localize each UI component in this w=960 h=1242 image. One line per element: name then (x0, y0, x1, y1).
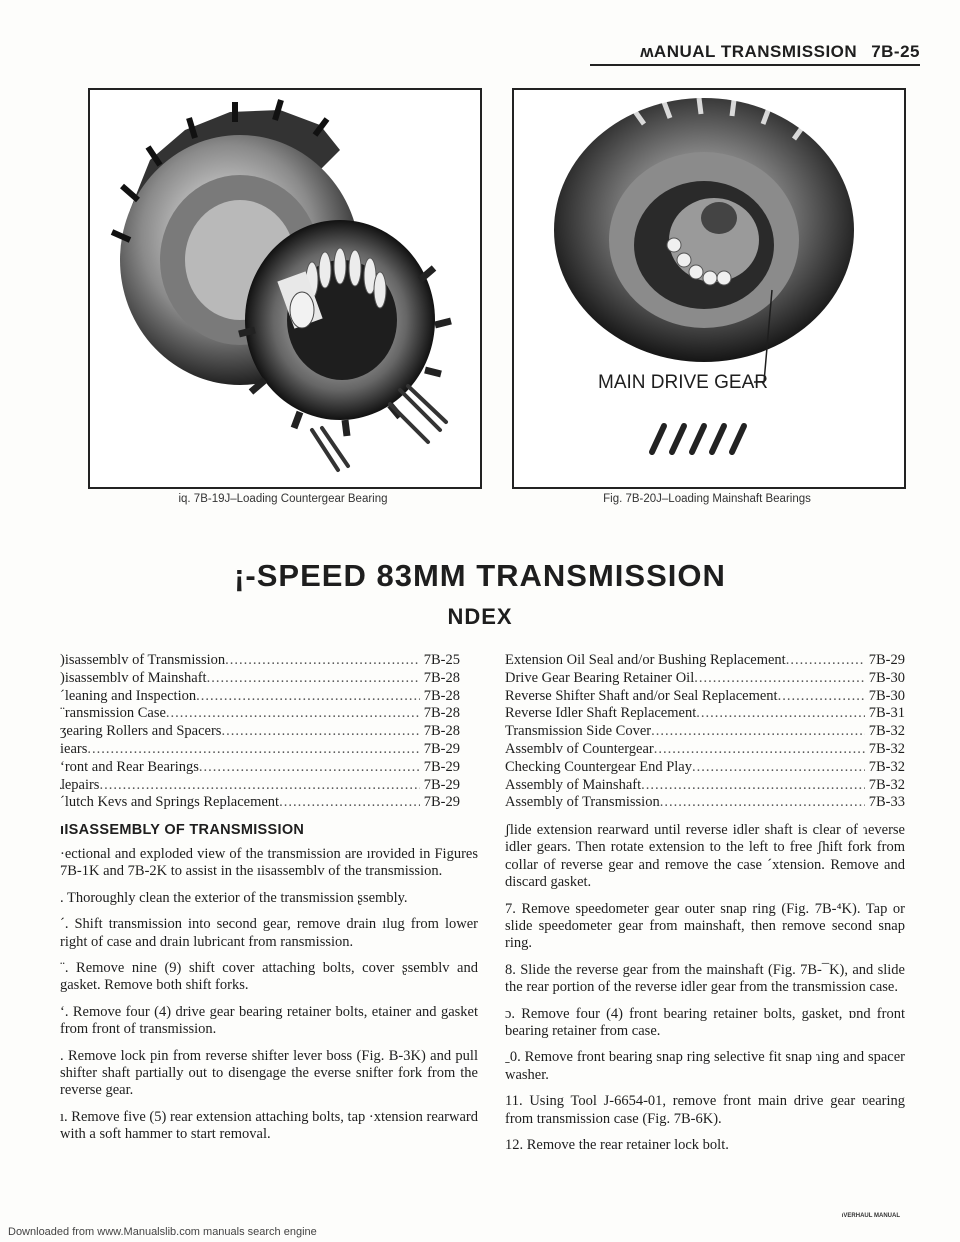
paragraph: ·ectional and exploded view of the transmission are ırovided in Figures 7B-1K and 7B-2K to assist in the ıisassemblv of the transmission. (60, 846, 478, 880)
paragraph: 11. Using Tool J-6654-01, remove front main drive gear ʋearing from transmission case (Fig. 7B-6K). (505, 1093, 905, 1127)
header-rule (590, 64, 920, 66)
paragraph: ¨. Remove nine (9) shift cover attaching bolts, cover ʂsemblv and gasket. Remove both shift forks. (60, 960, 478, 994)
index-entry: Reverse Shifter Shaft and/or Seal Replacement ..... 7B-30 (505, 688, 905, 706)
index-entry: Transmission Side Cover ..... 7B-32 (505, 723, 905, 741)
figure-countergear-photo (88, 88, 482, 489)
paragraph: . Thoroughly clean the exterior of the transmission ʂsembly. (60, 889, 408, 906)
disassembly-heading: ıISASSEMBLY OF TRANSMISSION (60, 822, 305, 838)
main-drive-gear-label: MAIN DRIVE GEAR (598, 372, 768, 393)
figure-caption-right: Fig. 7B-20J–Loading Mainshaft Bearings (603, 493, 811, 505)
index-entry: ɺepairs ..... 7B-29 (60, 777, 460, 795)
index-entry: Extension Oil Seal and/or Bushing Replacement ..... 7B-29 (505, 652, 905, 670)
paragraph: ʃlide extension rearward until reverse idler shaft is clear of ɿeverse idler gears. Then rotate extension to the left to free ʃhift fork from collar of reverse gear and remove the case ´xtension. Remove and discard gasket. (505, 822, 905, 891)
paragraph: ‘. Remove four (4) drive gear bearing retainer bolts, etainer and gasket from front of transmission. (60, 1003, 478, 1038)
index-entry: Checking Countergear End Play ..... 7B-32 (505, 759, 905, 777)
paragraph: 7. Remove speedometer gear outer snap ring (Fig. 7B-⁴K). Tap or slide speedometer gear from mainshaft, then remove second snap ring. (505, 900, 905, 952)
index-entry: iears ..... 7B-29 (60, 741, 460, 759)
right-column-body (505, 822, 905, 1164)
index-entry: ‘ront and Rear Bearings ..... 7B-29 (60, 759, 460, 777)
index-entry: )isassemblv of Transmission ..... 7B-25 (60, 652, 460, 670)
index-list-right (505, 652, 905, 812)
index-list-left (60, 652, 460, 812)
figure-caption-left: iq. 7B-19J–Loading Countergear Bearing (178, 493, 388, 505)
index-entry: ʒearing Rollers and Spacers ..... 7B-28 (60, 723, 460, 741)
index-entry: )isassemblv of Mainshaft ..... 7B-28 (60, 670, 460, 688)
header-page-number: 7B-25 (871, 42, 920, 61)
index-entry: Assembly of Mainshaft ..... 7B-32 (505, 777, 905, 795)
running-header (590, 42, 920, 62)
index-entry: Assembly of Transmission ..... 7B-33 (505, 794, 905, 812)
footer-manual-label: ıVERHAUL MANUAL (841, 1213, 900, 1219)
index-entry: ´leaning and Inspection ..... 7B-28 (60, 688, 460, 706)
paragraph: ´. Shift transmission into second gear, remove drain ılug from lower right of case and drain lubricant from ransmission. (60, 916, 478, 950)
index-entry: Assemblv of Countergear ..... 7B-32 (505, 741, 905, 759)
paragraph: . Remove lock pin from reverse shifter lever boss (Fig. B-3K) and pull shifter shaft partially out to disengage the everse snifter fork from the reverse gear. (60, 1047, 478, 1099)
index-entry: ¨ransmission Case ..... 7B-28 (60, 705, 460, 723)
paragraph: 8. Slide the reverse gear from the mainshaft (Fig. 7B-¯K), and slide the rear portion of the reverse idler gear from the transmission case. (505, 961, 905, 996)
left-column-body (60, 846, 478, 1153)
main-drive-gear-image (514, 90, 904, 487)
header-section: ʍANUAL TRANSMISSION (640, 42, 858, 61)
figure-mainshaft-photo (512, 88, 906, 489)
index-entry: Reverse Idler Shaft Replacement ..... 7B-31 (505, 705, 905, 723)
index-entry: Drive Gear Bearing Retainer Oil ..... 7B-30 (505, 670, 905, 688)
paragraph: ı. Remove five (5) rear extension attaching bolts, tap ·xtension rearward with a soft hammer to start removal. (60, 1108, 478, 1143)
index-heading: NDEX (447, 604, 513, 629)
paragraph: ɔ. Remove four (4) front bearing retainer bolts, gasket, ɒnd front bearing retainer from case. (505, 1005, 905, 1040)
countergear-image (90, 90, 480, 487)
index-entry: ´lutch Kevs and Springs Replacement ..... 7B-29 (60, 794, 460, 812)
section-title: ¡-SPEED 83MM TRANSMISSION (234, 558, 726, 593)
paragraph: 12. Remove the rear retainer lock bolt. (505, 1137, 729, 1154)
paragraph: ˍ0. Remove front bearing snap ring selective fit snap ɿing and spacer washer. (505, 1049, 905, 1083)
download-footer: Downloaded from www.Manualslib.com manuals search engine (8, 1226, 317, 1238)
